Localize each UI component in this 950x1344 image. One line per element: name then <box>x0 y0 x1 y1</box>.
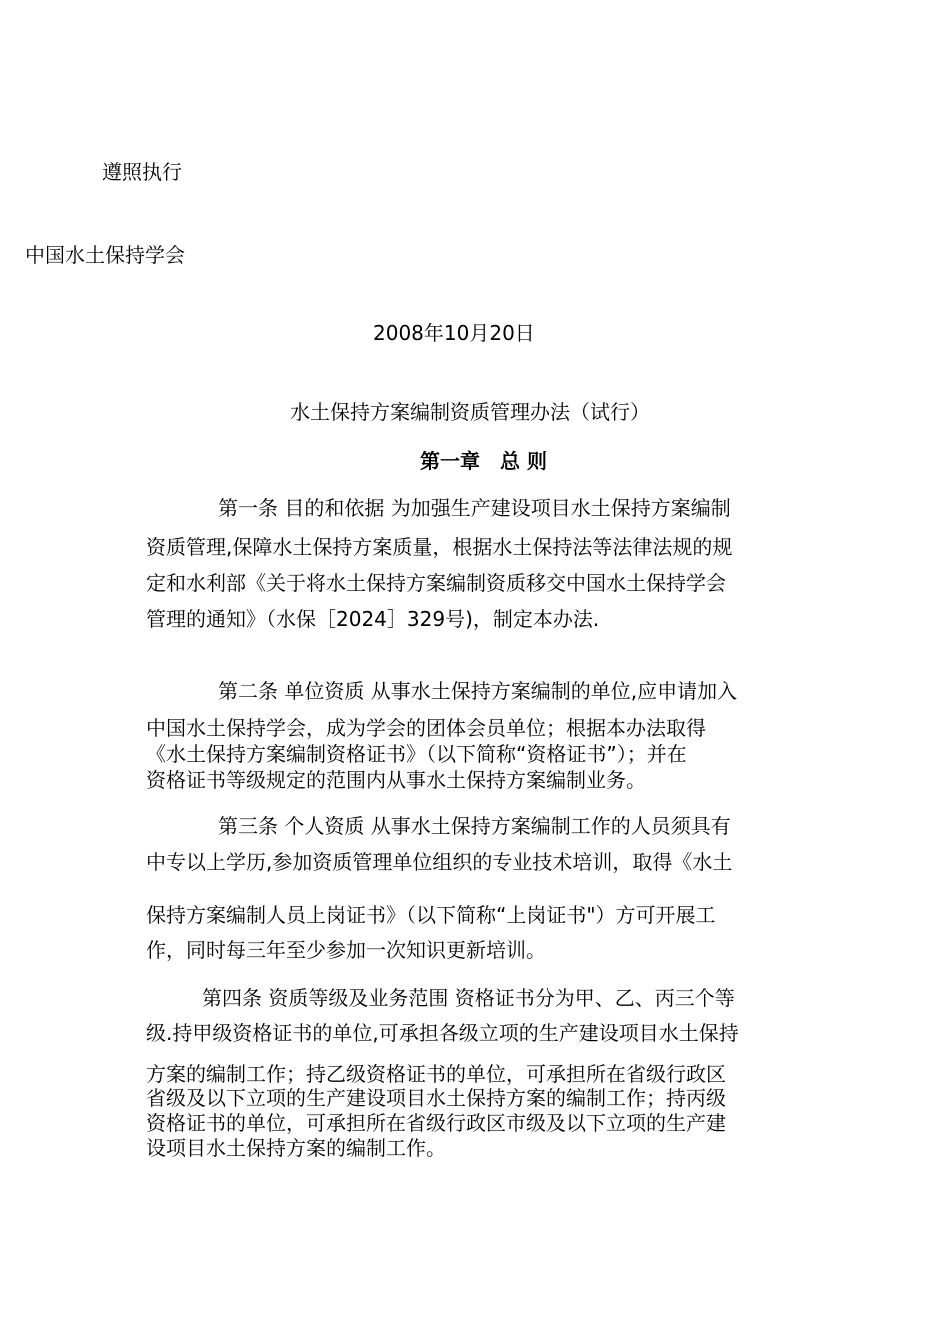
article-line: 作，同时每三年至少参加一次知识更新培训。 <box>146 938 546 962</box>
article-line: 资格证书的单位，可承担所在省级行政区市级及以下立项的生产建 <box>146 1111 726 1135</box>
article-line: 中国水土保持学会，成为学会的团体会员单位；根据本办法取得 <box>146 716 706 740</box>
article-line: 省级及以下立项的生产建设项目水土保持方案的编制工作；持丙级 <box>146 1086 726 1110</box>
article-line: 资格证书等级规定的范围内从事水土保持方案编制业务。 <box>146 768 646 792</box>
article-line: 第四条 资质等级及业务范围 资格证书分为甲、乙、丙三个等 <box>202 986 735 1010</box>
article-line: 第一条 目的和依据 为加强生产建设项目水土保持方案编制 <box>218 496 731 520</box>
article-line: 方案的编制工作；持乙级资格证书的单位，可承担所在省级行政区 <box>146 1062 726 1086</box>
chapter-heading: 第一章 总 则 <box>420 449 547 473</box>
article-line: 第三条 个人资质 从事水土保持方案编制工作的人员须具有 <box>218 814 731 838</box>
article-line: 设项目水土保持方案的编制工作。 <box>146 1136 446 1160</box>
article-line: 级.持甲级资格证书的单位,可承担各级立项的生产建设项目水土保持 <box>146 1021 739 1045</box>
issuer-org: 中国水土保持学会 <box>25 243 185 267</box>
article-line: 保持方案编制人员上岗证书》（以下简称“上岗证书"）方可开展工 <box>146 903 716 927</box>
article-line: 《水土保持方案编制资格证书》（以下简称“资格证书”）；并在 <box>146 742 687 766</box>
article-line: 资质管理,保障水土保持方案质量，根据水土保持法等法律法规的规 <box>146 535 733 559</box>
article-line: 第二条 单位资质 从事水土保持方案编制的单位,应申请加入 <box>218 679 738 703</box>
document-title: 水土保持方案编制资质管理办法（试行） <box>290 400 650 424</box>
article-line: 定和水利部《关于将水土保持方案编制资质移交中国水土保持学会 <box>146 571 726 595</box>
article-line: 管理的通知》（水保［2024］329号)，制定本办法. <box>146 607 600 631</box>
comply-text: 遵照执行 <box>102 160 182 184</box>
issue-date: 2008年10月20日 <box>373 321 535 345</box>
article-line: 中专以上学历,参加资质管理单位组织的专业技术培训，取得《水土 <box>146 850 733 874</box>
